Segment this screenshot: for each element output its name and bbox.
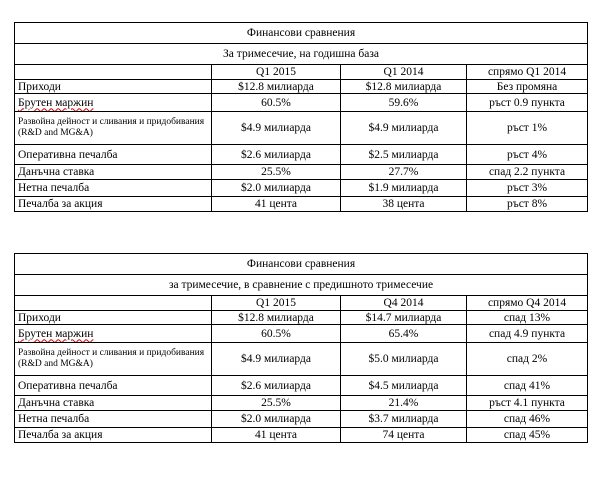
- header-row: [15, 296, 588, 311]
- row-label: Брутен маржин: [15, 94, 212, 112]
- cell: 25.5%: [212, 165, 341, 180]
- row-label: Данъчна ставка: [15, 396, 212, 411]
- cell: $4.9 милиарда: [341, 112, 467, 145]
- header-cell-empty: [15, 65, 212, 80]
- header-cell: спрямо Q1 2014: [467, 65, 588, 80]
- cell: спад 4.9 пункта: [467, 325, 588, 343]
- cell: 41 цента: [212, 428, 341, 443]
- table-row: [15, 112, 588, 145]
- cell: $2.6 милиарда: [212, 376, 341, 396]
- row-label: Брутен маржин: [15, 325, 212, 343]
- cell: $12.8 милиарда: [212, 311, 341, 325]
- table-subtitle: за тримесечие, в сравнение с предишното тримесечие: [15, 275, 588, 296]
- cell: ръст 4.1 пункта: [467, 396, 588, 411]
- header-cell-empty: [15, 296, 212, 311]
- row-label: Печалба за акция: [15, 428, 212, 443]
- cell: спад 41%: [467, 376, 588, 396]
- header-row: [15, 65, 588, 80]
- table-row: [15, 94, 588, 112]
- cell: $2.6 милиарда: [212, 145, 341, 165]
- row-label: Развойна дейност и сливания и придобивания (R&D and MG&A): [15, 112, 212, 145]
- header-cell: Q4 2014: [341, 296, 467, 311]
- row-label: Нетна печалба: [15, 180, 212, 197]
- cell: спад 2.2 пункта: [467, 165, 588, 180]
- cell: $4.9 милиарда: [212, 343, 341, 376]
- table-row: [15, 376, 588, 396]
- table-row: [15, 428, 588, 443]
- header-cell: Q1 2015: [212, 65, 341, 80]
- cell: 60.5%: [212, 325, 341, 343]
- table-row: [15, 325, 588, 343]
- cell: 38 цента: [341, 197, 467, 212]
- cell: $5.0 милиарда: [341, 343, 467, 376]
- cell: 25.5%: [212, 396, 341, 411]
- cell: $2.0 милиарда: [212, 180, 341, 197]
- table-row: [15, 396, 588, 411]
- row-label: Приходи: [15, 80, 212, 94]
- row-label: Оперативна печалба: [15, 376, 212, 396]
- cell: спад 13%: [467, 311, 588, 325]
- cell: $2.5 милиарда: [341, 145, 467, 165]
- row-label: Данъчна ставка: [15, 165, 212, 180]
- table-row: [15, 80, 588, 94]
- header-cell: спрямо Q4 2014: [467, 296, 588, 311]
- cell: Без промяна: [467, 80, 588, 94]
- cell: ръст 8%: [467, 197, 588, 212]
- cell: $4.5 милиарда: [341, 376, 467, 396]
- cell: $14.7 милиарда: [341, 311, 467, 325]
- table-title-row: [15, 23, 588, 44]
- cell: спад 2%: [467, 343, 588, 376]
- cell: спад 45%: [467, 428, 588, 443]
- cell: спад 46%: [467, 411, 588, 428]
- table-row: [15, 197, 588, 212]
- cell: $4.9 милиарда: [212, 112, 341, 145]
- table-row: [15, 145, 588, 165]
- cell: ръст 3%: [467, 180, 588, 197]
- cell: $3.7 милиарда: [341, 411, 467, 428]
- table-title-row: [15, 254, 588, 275]
- cell: 60.5%: [212, 94, 341, 112]
- table-row: [15, 165, 588, 180]
- header-cell: Q1 2015: [212, 296, 341, 311]
- cell: 59.6%: [341, 94, 467, 112]
- cell: $12.8 милиарда: [212, 80, 341, 94]
- cell: 65.4%: [341, 325, 467, 343]
- table-row: [15, 311, 588, 325]
- cell: $1.9 милиарда: [341, 180, 467, 197]
- row-label: Развойна дейност и сливания и придобивания (R&D and MG&A): [15, 343, 212, 376]
- table-title: Финансови сравнения: [15, 254, 588, 275]
- table-subtitle: За тримесечие, на годишна база: [15, 44, 588, 65]
- cell: 41 цента: [212, 197, 341, 212]
- header-cell: Q1 2014: [341, 65, 467, 80]
- row-label: Нетна печалба: [15, 411, 212, 428]
- table-subtitle-row: [15, 275, 588, 296]
- cell: 21.4%: [341, 396, 467, 411]
- table-subtitle-row: [15, 44, 588, 65]
- row-label: Печалба за акция: [15, 197, 212, 212]
- row-label: Приходи: [15, 311, 212, 325]
- cell: $2.0 милиарда: [212, 411, 341, 428]
- table-title: Финансови сравнения: [15, 23, 588, 44]
- row-label: Оперативна печалба: [15, 145, 212, 165]
- cell: ръст 4%: [467, 145, 588, 165]
- table-row: [15, 343, 588, 376]
- table-row: [15, 180, 588, 197]
- financial-comparison-table-qoq: [14, 253, 588, 443]
- cell: 27.7%: [341, 165, 467, 180]
- cell: $12.8 милиарда: [341, 80, 467, 94]
- table-row: [15, 411, 588, 428]
- financial-comparison-table-yoy: [14, 22, 588, 212]
- cell: 74 цента: [341, 428, 467, 443]
- cell: ръст 0.9 пункта: [467, 94, 588, 112]
- cell: ръст 1%: [467, 112, 588, 145]
